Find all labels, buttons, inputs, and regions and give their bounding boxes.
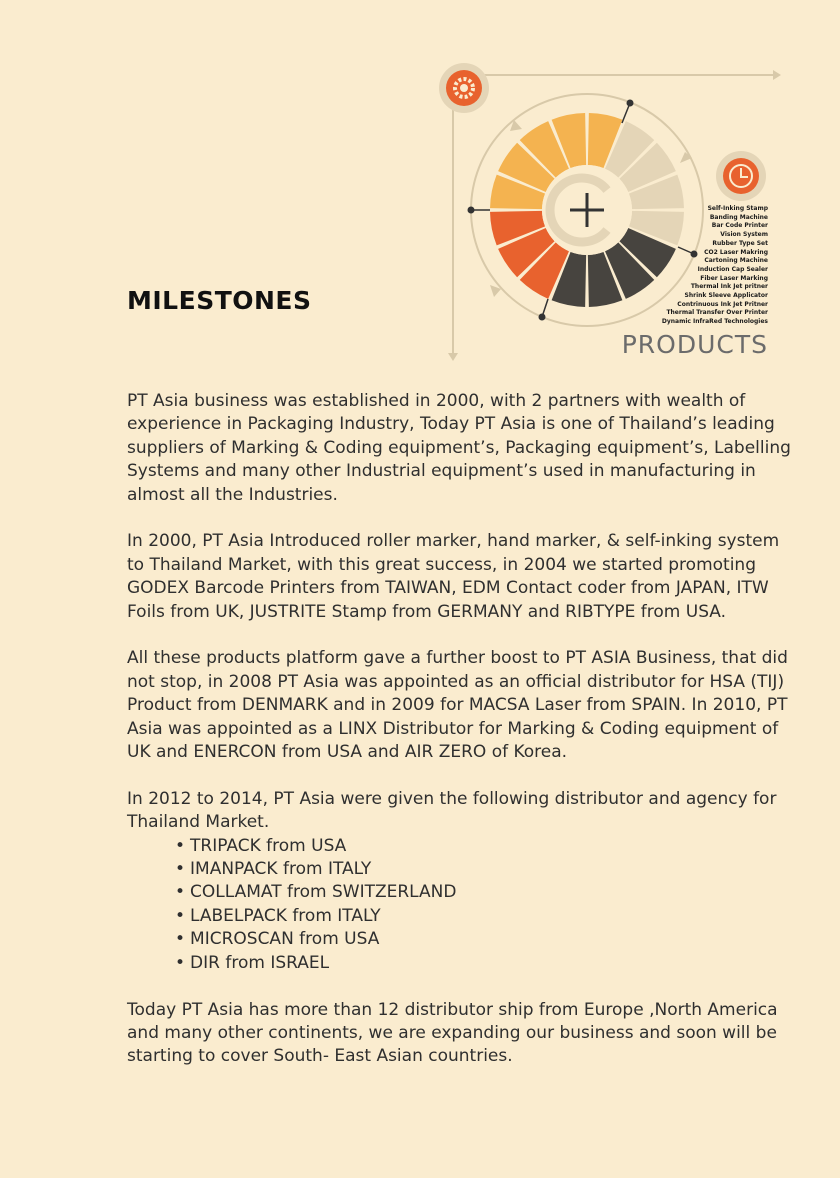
product-item: Banding Machine <box>709 213 768 221</box>
distributor-list <box>175 835 795 975</box>
paragraph-2008: All these products platform gave a further boost to PT ASIA Business, that did not stop, in 2008 PT Asia was appointed as an official distributor for HSA (TIJ) Product from DENMARK and in 2009 for MACSA Laser from SPAIN. In 2010, PT Asia was appointed as a LINX Distributor for Marking & Coding equipment of UK and ENERCON from USA and AIR ZERO of Korea. <box>127 648 788 763</box>
list-item: • COLLAMAT from SWITZERLAND <box>175 881 795 904</box>
product-item: Thermal Transfer Over Printer <box>666 309 768 317</box>
paragraph-intro: PT Asia business was established in 2000, with 2 partners with wealth of experience in Packaging Industry, Today PT Asia is one of Thailand’s leading suppliers of Marking & Coding equipment’s, Packaging equipment’s, Labelling Systems and many other Industrial equipment’s used in manufacturing in almost all the Industries. <box>127 391 791 505</box>
products-label: PRODUCTS <box>621 330 768 359</box>
pointer-dot <box>468 207 475 214</box>
pointer-dot <box>627 100 634 107</box>
arrow-right-icon <box>773 70 781 80</box>
product-item: Self-Inking Stamp <box>707 205 768 212</box>
product-item: Fiber Laser Marking <box>700 274 768 282</box>
product-item: CO2 Laser Makring <box>704 248 768 256</box>
gear-icon <box>439 63 489 113</box>
body-text <box>127 390 795 1092</box>
clock-icon <box>716 151 766 201</box>
product-item: Contrinuous Ink Jet Pritner <box>677 300 768 308</box>
list-item: • TRIPACK from USA <box>175 835 795 858</box>
paragraph-2000: In 2000, PT Asia Introduced roller marker, hand marker, & self-inking system to Thailand Market, with this great success, in 2004 we started promoting GODEX Barcode Printers from TAIWAN, EDM Contact coder from JAPAN, ITW Foils from UK, JUSTRITE Stamp from GERMANY and RIBTYPE from USA. <box>127 531 780 622</box>
product-item: Vision System <box>720 231 768 239</box>
product-list <box>662 205 768 327</box>
product-item: Rubber Type Set <box>712 239 768 247</box>
ring-arrow-icon <box>680 152 692 163</box>
product-item: Shrink Sleeve Applicator <box>684 292 768 300</box>
paragraph-today: Today PT Asia has more than 12 distributor ship from Europe ,North America and many other continents, we are expanding our business and soon will be starting to cover South- East Asian countries. <box>127 999 778 1067</box>
product-item: Cartoning Machine <box>704 257 768 265</box>
paragraph-2012: In 2012 to 2014, PT Asia were given the following distributor and agency for Thailand Market. <box>127 788 777 833</box>
product-item: Induction Cap Sealer <box>697 265 768 273</box>
pointer-dot <box>539 314 546 321</box>
product-item: Dynamic InfraRed Technologies <box>661 318 768 326</box>
arrow-down-icon <box>448 353 458 361</box>
product-item: Thermal Ink Jet pritner <box>690 283 768 291</box>
list-item: • MICROSCAN from USA <box>175 928 795 951</box>
page-title: MILESTONES <box>127 286 312 315</box>
list-item: • LABELPACK from ITALY <box>175 905 795 928</box>
list-item: • DIR from ISRAEL <box>175 952 795 975</box>
product-item: Bar Code Printer <box>711 222 768 230</box>
list-item: • IMANPACK from ITALY <box>175 858 795 881</box>
